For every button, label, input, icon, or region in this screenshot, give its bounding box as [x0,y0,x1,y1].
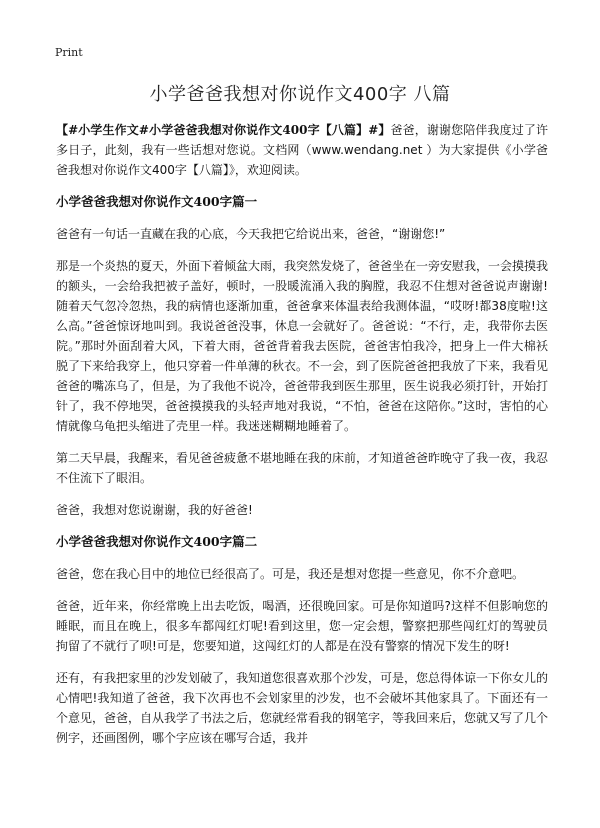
paragraph: 爸爸，我想对您说谢谢，我的好爸爸! [56,503,253,517]
intro-lead: 【#小学生作文#小学爸爸我想对你说作文400字【八篇】#】 [56,123,391,137]
page-title: 小学爸爸我想对你说作文400字 八篇 [149,84,451,105]
print-label[interactable]: Print [55,46,83,59]
intro-text: 爸爸，谢谢您陪伴我度过了许多日子，此刻，我有一些话想对您说。文档网（www.wendang.net ）为大家提供《小学爸爸我想对你说作文400字【八篇】》，欢迎阅读。 [56,123,548,177]
section-heading: 小学爸爸我想对你说作文400字篇一 [56,194,258,209]
section-heading: 小学爸爸我想对你说作文400字篇二 [56,534,258,549]
paragraph: 爸爸有一句话一直藏在我的心底，今天我把它给说出来，爸爸，“谢谢您!” [56,227,446,241]
paragraph: 第二天早晨，我醒来，看见爸爸疲惫不堪地睡在我的床前，才知道爸爸昨晚守了我一夜，我忍不住流下了眼泪。 [56,451,549,485]
paragraph: 爸爸，近年来，你经常晚上出去吃饭，喝酒，还很晚回家。可是你知道吗?这样不但影响您的睡眠，而且在晚上，很多车都闯红灯呢!看到这里，您一定会想，警察把那些闯红灯的驾驶员拘留了不就行了呗!可是，您要知道，这闯红灯的人都是在没有警察的情况下发生的呀! [56,599,548,653]
paragraph: 还有，有我把家里的沙发划破了，我知道您很喜欢那个沙发，可是，您总得体谅一下你女儿的心情吧!我知道了爸爸，我下次再也不会划家里的沙发，也不会破坏其他家具了。下面还有一个意见，爸爸，自从我学了书法之后，您就经常看我的钢笔字，等我回来后，您就又写了几个例字，还画图例，哪个字应该在哪写合适，我并 [56,671,549,745]
document-body [56,120,548,760]
paragraph: 那是一个炎热的夏天，外面下着倾盆大雨，我突然发烧了，爸爸坐在一旁安慰我，一会摸摸我的额头，一会给我把被子盖好，顿时，一股暖流涌入我的胸膛，我忍不住想对爸爸说声谢谢!随着天气忽冷忽热，我的病情也逐渐加重，爸爸拿来体温表给我测体温，“哎呀!都38度啦!这么高。”爸爸惊讶地叫到。我说爸爸没事，休息一会就好了。爸爸说：“不行，走，我带你去医院。”那时外面刮着大风，下着大雨，爸爸背着我去医院，爸爸害怕我冷，把身上一件大棉袄脱了下来给我穿上，他只穿着一件单薄的秋衣。不一会，到了医院爸爸把我放了下来，我看见爸爸的嘴冻乌了，但是，为了我他不说冷，爸爸带我到医生那里，医生说我必须打针，开始打针了，我不停地哭，爸爸摸摸我的头轻声地对我说，“不怕，爸爸在这陪你。”这时，害怕的心情就像乌龟把头缩进了壳里一样。我迷迷糊糊地睡着了。 [56,259,549,433]
paragraph: 爸爸，您在我心目中的地位已经很高了。可是，我还是想对您提一些意见，你不介意吧。 [56,567,525,581]
intro-paragraph [56,120,548,180]
